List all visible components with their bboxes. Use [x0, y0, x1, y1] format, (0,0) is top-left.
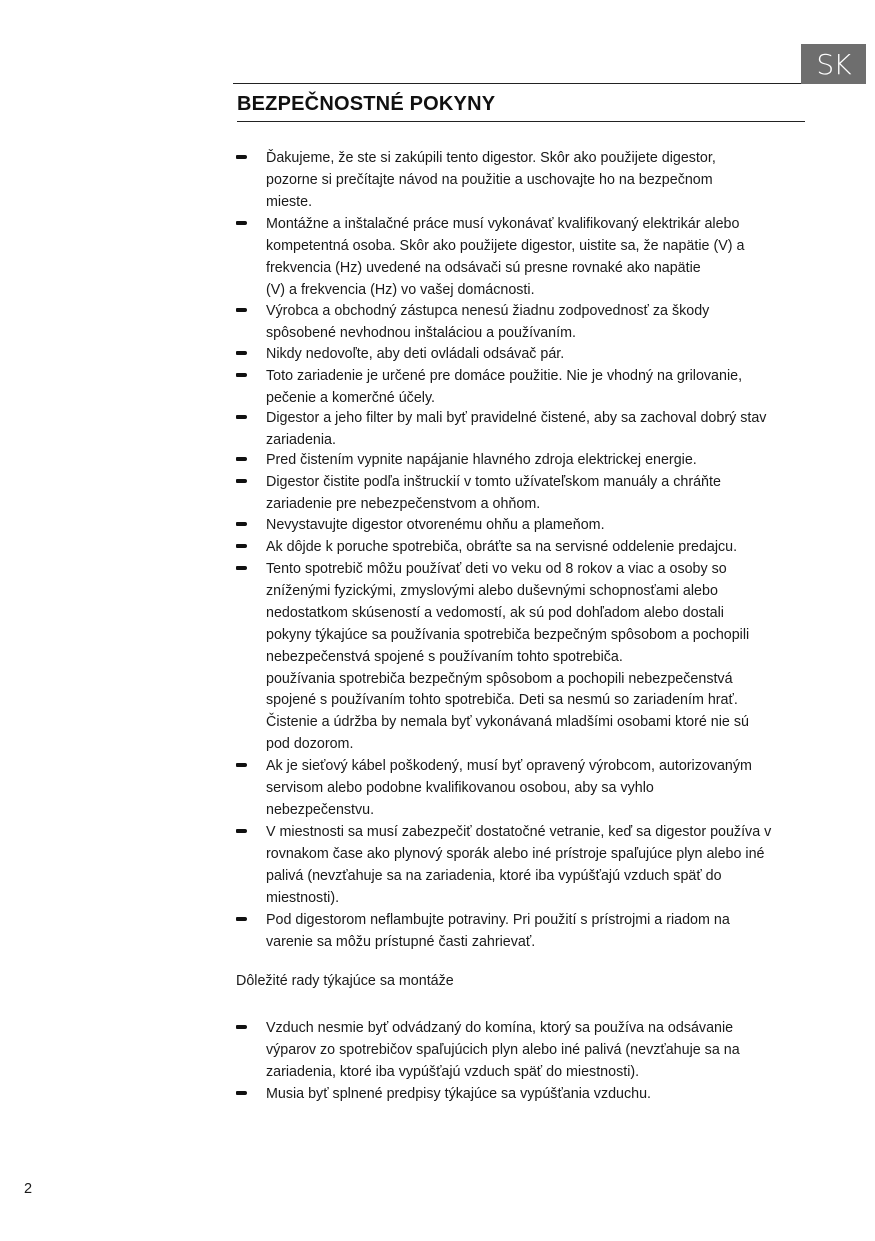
- list-item-line: výparov zo spotrebičov spaľujúcich plyn alebo iné palivá (nevzťahuje sa na: [266, 1041, 740, 1058]
- list-item-line: Ak dôjde k poruche spotrebiča, obráťte sa na servisné oddelenie predajcu.: [266, 539, 738, 555]
- bullet-icon: [236, 917, 247, 921]
- list-item-line: pozorne si prečítajte návod na použitie a uschovajte ho na bezpečnom: [266, 171, 713, 188]
- list-item-line: Digestor čistite podľa inštruckií v tomto užívateľskom manuály a chráňte: [266, 474, 721, 490]
- list-item-line: kompetentná osoba. Skôr ako použijete digestor, uistite sa, že napätie (V) a: [266, 237, 745, 254]
- list-item-line: frekvencia (Hz) uvedené na odsávači sú presne rovnaké ako napätie: [266, 259, 701, 276]
- installation-heading: Dôležité rady týkajúce sa montáže: [236, 973, 454, 989]
- list-item-line: Digestor a jeho filter by mali byť pravidelné čistené, aby sa zachoval dobrý stav: [266, 410, 767, 426]
- list-item-line: servisom alebo podobne kvalifikovanou osobou, aby sa vyhlo: [266, 779, 654, 796]
- list-item-line: používania spotrebiča bezpečným spôsobom a pochopili nebezpečenstvá: [266, 670, 733, 687]
- list-item-line: rovnakom čase ako plynový sporák alebo iné prístroje spaľujúce plyn alebo iné: [266, 845, 765, 862]
- bullet-icon: [236, 479, 247, 483]
- bullet-icon: [236, 221, 247, 225]
- list-item-line: Pred čistením vypnite napájanie hlavného zdroja elektrickej energie.: [266, 452, 697, 468]
- list-item-line: Musia byť splnené predpisy týkajúce sa vypúšťania vzduchu.: [266, 1086, 652, 1102]
- bullet-icon: [236, 351, 247, 355]
- bullet-icon: [236, 415, 247, 419]
- list-item-line: Pod digestorom neflambujte potraviny. Pri použití s prístrojmi a riadom na: [266, 912, 730, 928]
- list-item-line: palivá (nevzťahuje sa na zariadenia, ktoré iba vypúšťajú vzduch späť do: [266, 867, 722, 884]
- list-item-line: Montážne a inštalačné práce musí vykonávať kvalifikovaný elektrikár alebo: [266, 216, 740, 232]
- list-item-line: Nikdy nedovoľte, aby deti ovládali odsávač pár.: [266, 346, 565, 362]
- list-item-line: nedostatkom skúseností a vedomostí, ak sú pod dohľadom alebo dostali: [266, 604, 724, 621]
- page-number: 2: [24, 1181, 33, 1197]
- bullet-icon: [236, 308, 247, 312]
- title-underline: [237, 121, 805, 122]
- list-item-line: zníženými fyzickými, zmyslovými alebo duševnými schopnosťami alebo: [266, 582, 718, 599]
- top-rule: [233, 83, 801, 84]
- list-item-line: nebezpečenstvu.: [266, 801, 375, 818]
- bullet-icon: [236, 522, 247, 526]
- list-item-line: miestnosti).: [266, 889, 340, 906]
- list-item-line: Toto zariadenie je určené pre domáce použitie. Nie je vhodný na grilovanie,: [266, 368, 743, 384]
- list-item-line: V miestnosti sa musí zabezpečiť dostatočné vetranie, keď sa digestor používa v: [266, 824, 772, 840]
- list-item-line: nebezpečenstvá spojené s používaním tohto spotrebiča.: [266, 648, 623, 665]
- bullet-icon: [236, 155, 247, 159]
- list-item-line: mieste.: [266, 193, 313, 210]
- bullet-icon: [236, 544, 247, 548]
- list-item-line: zariadenia, ktoré iba vypúšťajú vzduch späť do miestnosti).: [266, 1063, 640, 1080]
- list-item-line: zariadenia.: [266, 431, 336, 448]
- bullet-icon: [236, 1091, 247, 1095]
- list-item-line: pokyny týkajúce sa používania spotrebiča bezpečným spôsobom a pochopili: [266, 626, 750, 643]
- list-item-line: Čistenie a údržba by nemala byť vykonávaná mladšími osobami ktoré nie sú: [266, 714, 749, 731]
- list-item-line: spojené s používaním tohto spotrebiča. Deti sa nesmú so zariadením hrať.: [266, 692, 738, 709]
- list-item-line: zariadenie pre nebezpečenstvom a ohňom.: [266, 495, 541, 512]
- list-item-line: Ďakujeme, že ste si zakúpili tento digestor. Skôr ako použijete digestor,: [266, 150, 716, 166]
- list-item-line: Výrobca a obchodný zástupca nenesú žiadnu zodpovednosť za škody: [266, 303, 710, 319]
- list-item-line: Tento spotrebič môžu používať deti vo veku od 8 rokov a viac a osoby so: [266, 561, 727, 577]
- list-item-line: pod dozorom.: [266, 736, 354, 753]
- bullet-icon: [236, 763, 247, 767]
- language-tab: SK: [801, 44, 866, 84]
- bullet-icon: [236, 457, 247, 461]
- list-item-line: Ak je sieťový kábel poškodený, musí byť opravený výrobcom, autorizovaným: [266, 758, 752, 774]
- bullet-icon: [236, 373, 247, 377]
- bullet-icon: [236, 566, 247, 570]
- list-item-line: (V) a frekvencia (Hz) vo vašej domácnosti.: [266, 281, 535, 298]
- page-title: BEZPEČNOSTNÉ POKYNY: [237, 93, 496, 115]
- list-item-line: Nevystavujte digestor otvorenému ohňu a plameňom.: [266, 517, 605, 533]
- list-item-line: varenie sa môžu prístupné časti zahrievať.: [266, 933, 536, 950]
- list-item-line: spôsobené nevhodnou inštaláciou a používaním.: [266, 324, 576, 341]
- list-item-line: Vzduch nesmie byť odvádzaný do komína, ktorý sa používa na odsávanie: [266, 1020, 734, 1036]
- bullet-icon: [236, 829, 247, 833]
- list-item-line: pečenie a komerčné účely.: [266, 389, 436, 406]
- bullet-icon: [236, 1025, 247, 1029]
